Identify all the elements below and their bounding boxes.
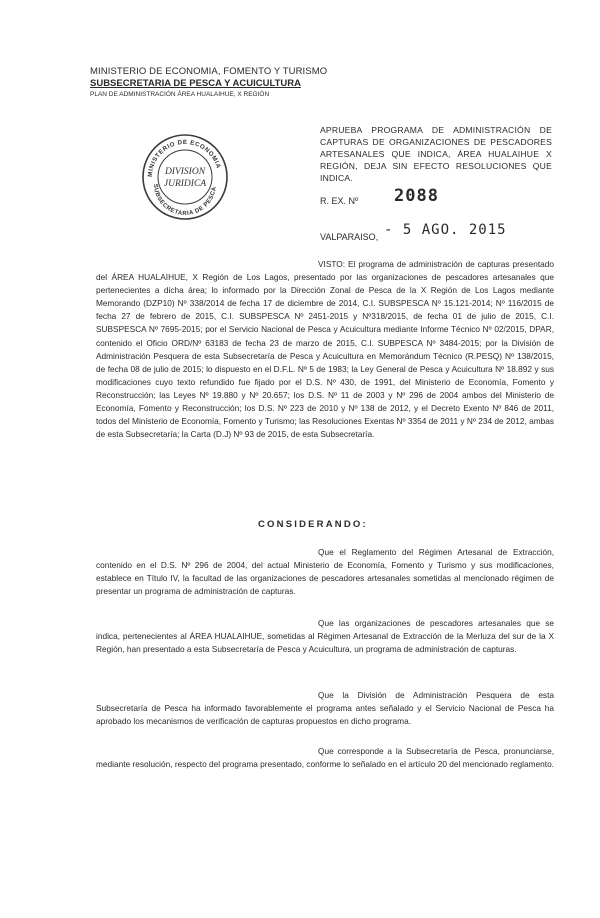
resolution-number: 2088 [394,186,439,206]
stamp-ring-text-bottom: SUBSECRETARIA DE PESCA [151,183,218,218]
division-juridica-stamp [140,132,230,222]
considerando-paragraph-2: Que las organizaciones de pescadores artesanales que se indica, pertenecientes al ÁREA HUALAIHUE, sometidas al Régimen Artesanal de Extracción de la Merluza del sur de la X Región, han presentado a esta Subsecretaría de Pesca y Acuicultura, un programa de administración de capturas. [96,618,554,655]
stamp-center-line2: JURIDICA [163,179,207,189]
considerando-paragraph-4: Que corresponde a la Subsecretaría de Pesca, pronunciarse, mediante resolución, respecto del programa presentado, conforme lo señalado en el artículo 20 del mencionado reglamento. [96,746,554,770]
stamp-center-line1: DIVISION [164,167,206,177]
resolution-place: VALPARAISO, [320,232,379,242]
stamp-seal [140,132,230,222]
considerando-paragraph-1: Que el Reglamento del Régimen Artesanal de Extracción, contenido en el D.S. Nº 296 de 2004, del actual Ministerio de Economía, Fomento y Turismo y sus modificaciones, establece en Título IV, la facultad de las organizaciones de pescadores artesanales sometidas al mencionado régimen de presentar un programa de administración de capturas. [96,547,554,597]
subsecretaria-name: SUBSECRETARIA DE PESCA Y ACUICULTURA [90,78,301,89]
letterhead [90,66,350,100]
considerando-paragraph-3: Que la División de Administración Pesquera de esta Subsecretaría de Pesca ha informado favorablemente el programa antes señalado y el Servicio Nacional de Pesca ha aprobado los mecanismos de verificación de capturas propuestos en dicho programa. [96,690,554,727]
considerando-heading: CONSIDERANDO: [258,519,368,530]
visto-paragraph: VISTO: El programa de administración de capturas presentado del ÁREA HUALAIHUE, X Región de Los Lagos, presentado por las organizaciones de pescadores artesanales que pertenecientes a dicha área; lo informado por la Dirección Zonal de Pesca de la X Región de Los Lagos mediante Memorando (DZP10) Nº 338/2014 de fecha 17 de diciembre de 2014, C.I. SUBSPESCA Nº 15.121-2014; Nº 116/2015 de fecha 27 de febrero de 2015, C.I. SUBSPESCA Nº 2451-2015 y Nº318/2015, de fecha 01 de julio de 2015, C.I. SUBSPESCA Nº 7695-2015; por el Servicio Nacional de Pesca y Acuicultura mediante Informe Técnico Nº 02/2015, DPAR, contenido el Oficio ORD/Nº 63183 de fecha 23 de marzo de 2015, C.I. SUBPESCA Nº 3484-2015; por la División de Administración Pesquera de esta Subsecretaría de Pesca y Acuicultura en Memorándum Técnico (R.PESQ) Nº 138/2015, de fecha 08 de julio de 2015; lo dispuesto en el D.F.L. Nº 5 de 1983; la Ley General de Pesca y Acuicultura Nº 18.892 y sus modificaciones cuyo texto refundido fue fijado por el D.S. Nº 430, de 1991, del Ministerio de Economía, Fomento y Reconstrucción; las Leyes Nº 19.880 y Nº 20.657; los D.S. Nº 11 de 2003 y Nº 296 de 2004 ambos del Ministerio de Economía, Fomento y Reconstrucción; los D.S. Nº 223 de 2010 y Nº 138 de 2012, y el Decreto Exento Nº 846 de 2011, todos del Ministerio de Economía, Fomento y Turismo; las Resoluciones Exentas Nº 3354 de 2011 y Nº 234 de 2012, ambas de esta Subsecretaría; la Carta (D.J) Nº 93 de 2015, de esta Subsecretaría. [96,259,554,440]
resolution-label: R. EX. Nº [320,196,359,206]
ministry-name: MINISTERIO DE ECONOMIA, FOMENTO Y TURISMO [90,66,328,77]
plan-name: PLAN DE ADMINISTRACIÓN ÁREA HUALAIHUE, X REGIÓN [90,91,270,98]
resolution-subject: APRUEBA PROGRAMA DE ADMINISTRACIÓN DE CAPTURAS DE ORGANIZACIONES DE PESCADORES ARTESANALES QUE INDICA, ÁREA HUALAIHUE X REGIÓN, DEJA SIN EFECTO RESOLUCIONES QUE INDICA. [320,125,552,183]
stamp-ring-text: MINISTERIO DE ECONOMIA [146,138,222,178]
resolution-date: - 5 AGO. 2015 [384,222,507,238]
